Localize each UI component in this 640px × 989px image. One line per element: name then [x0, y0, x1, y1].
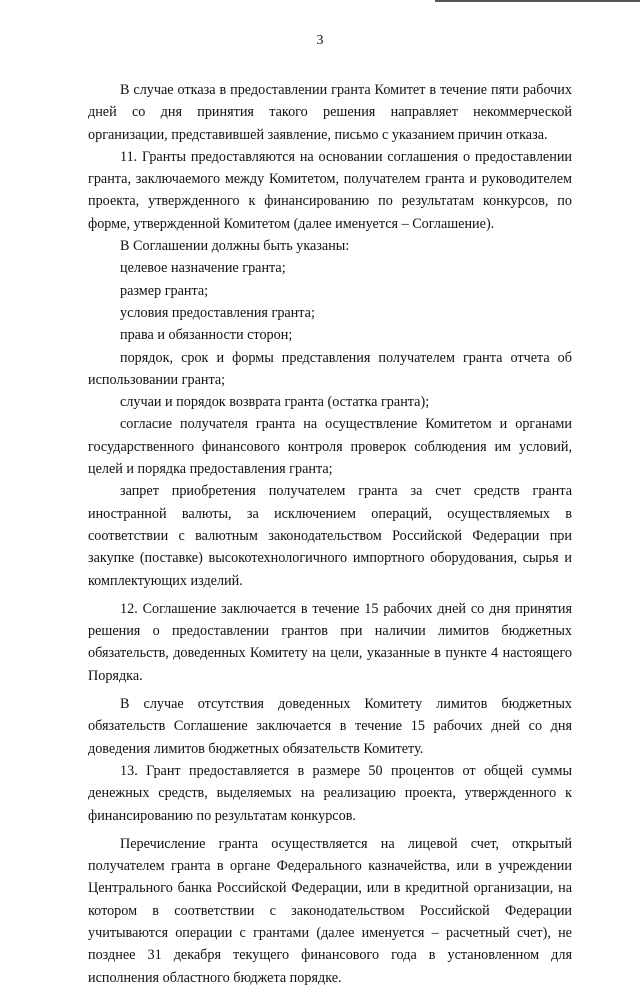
list-item: условия предоставления гранта; — [120, 304, 315, 321]
paragraph-item-12: 12. Соглашение заключается в течение 15 рабочих дней со дня принятия решения о предоставлении грантов при наличии лимитов бюджетных обязательств, доведенных Комитету на цели, указанные в пункте 4 настоящего Порядка. — [88, 600, 572, 684]
document-body — [88, 79, 572, 989]
list-item: права и обязанности сторон; — [120, 327, 293, 344]
paragraph-agreement-contents: В Соглашении должны быть указаны: — [120, 238, 350, 255]
list-item: запрет приобретения получателем гранта за счет средств гранта иностранной валюты, за исключением операций, осуществляемых в соответствии с валютным законодательством Российской Федерации при закупке (поставке) высокотехнологичного импортного оборудования, сырья и комплектующих изделий. — [88, 483, 572, 589]
paragraph-refusal: В случае отказа в предоставлении гранта Комитет в течение пяти рабочих дней со дня принятия такого решения направляет некоммерческой организации, представившей заявление, письмо с указанием причин отказа. — [88, 82, 572, 143]
list-item: целевое назначение гранта; — [120, 260, 286, 277]
paragraph-item-11: 11. Гранты предоставляются на основании соглашения о предоставлении гранта, заключаемого между Комитетом, получателем гранта и руководителем проекта, утвержденного к финансированию по результатам конкурсов, по форме, утвержденной Комитетом (далее именуется – Соглашение). — [88, 148, 572, 232]
paragraph-transfer: Перечисление гранта осуществляется на лицевой счет, открытый получателем гранта в органе Федерального казначейства, или в учреждении Центрального банка Российской Федерации, или в кредитной организации, на котором в соответствии с законодательством Российской Федерации учитываются операции с грантами (далее именуется – расчетный счет), не позднее 31 декабря текущего финансового года в установленном для исполнения областного бюджета порядке. — [88, 835, 572, 986]
top-edge-mark — [435, 0, 640, 2]
list-item: согласие получателя гранта на осуществление Комитетом и органами государственного финансового контроля проверок соблюдения им условий, целей и порядка предоставления гранта; — [88, 416, 572, 478]
paragraph-item-13: 13. Грант предоставляется в размере 50 процентов от общей суммы денежных средств, выделяемых на реализацию проекта, утвержденного к финансированию по результатам конкурсов. — [88, 762, 572, 824]
page-number: 3 — [316, 33, 324, 48]
list-item: порядок, срок и формы представления получателем гранта отчета об использовании гранта; — [88, 349, 572, 388]
paragraph-no-limits: В случае отсутствия доведенных Комитету лимитов бюджетных обязательств Соглашение заключается в течение 15 рабочих дней со дня доведения лимитов бюджетных обязательств Комитету. — [88, 696, 572, 757]
list-item: размер гранта; — [120, 282, 209, 299]
list-item: случаи и порядок возврата гранта (остатка гранта); — [120, 394, 430, 411]
